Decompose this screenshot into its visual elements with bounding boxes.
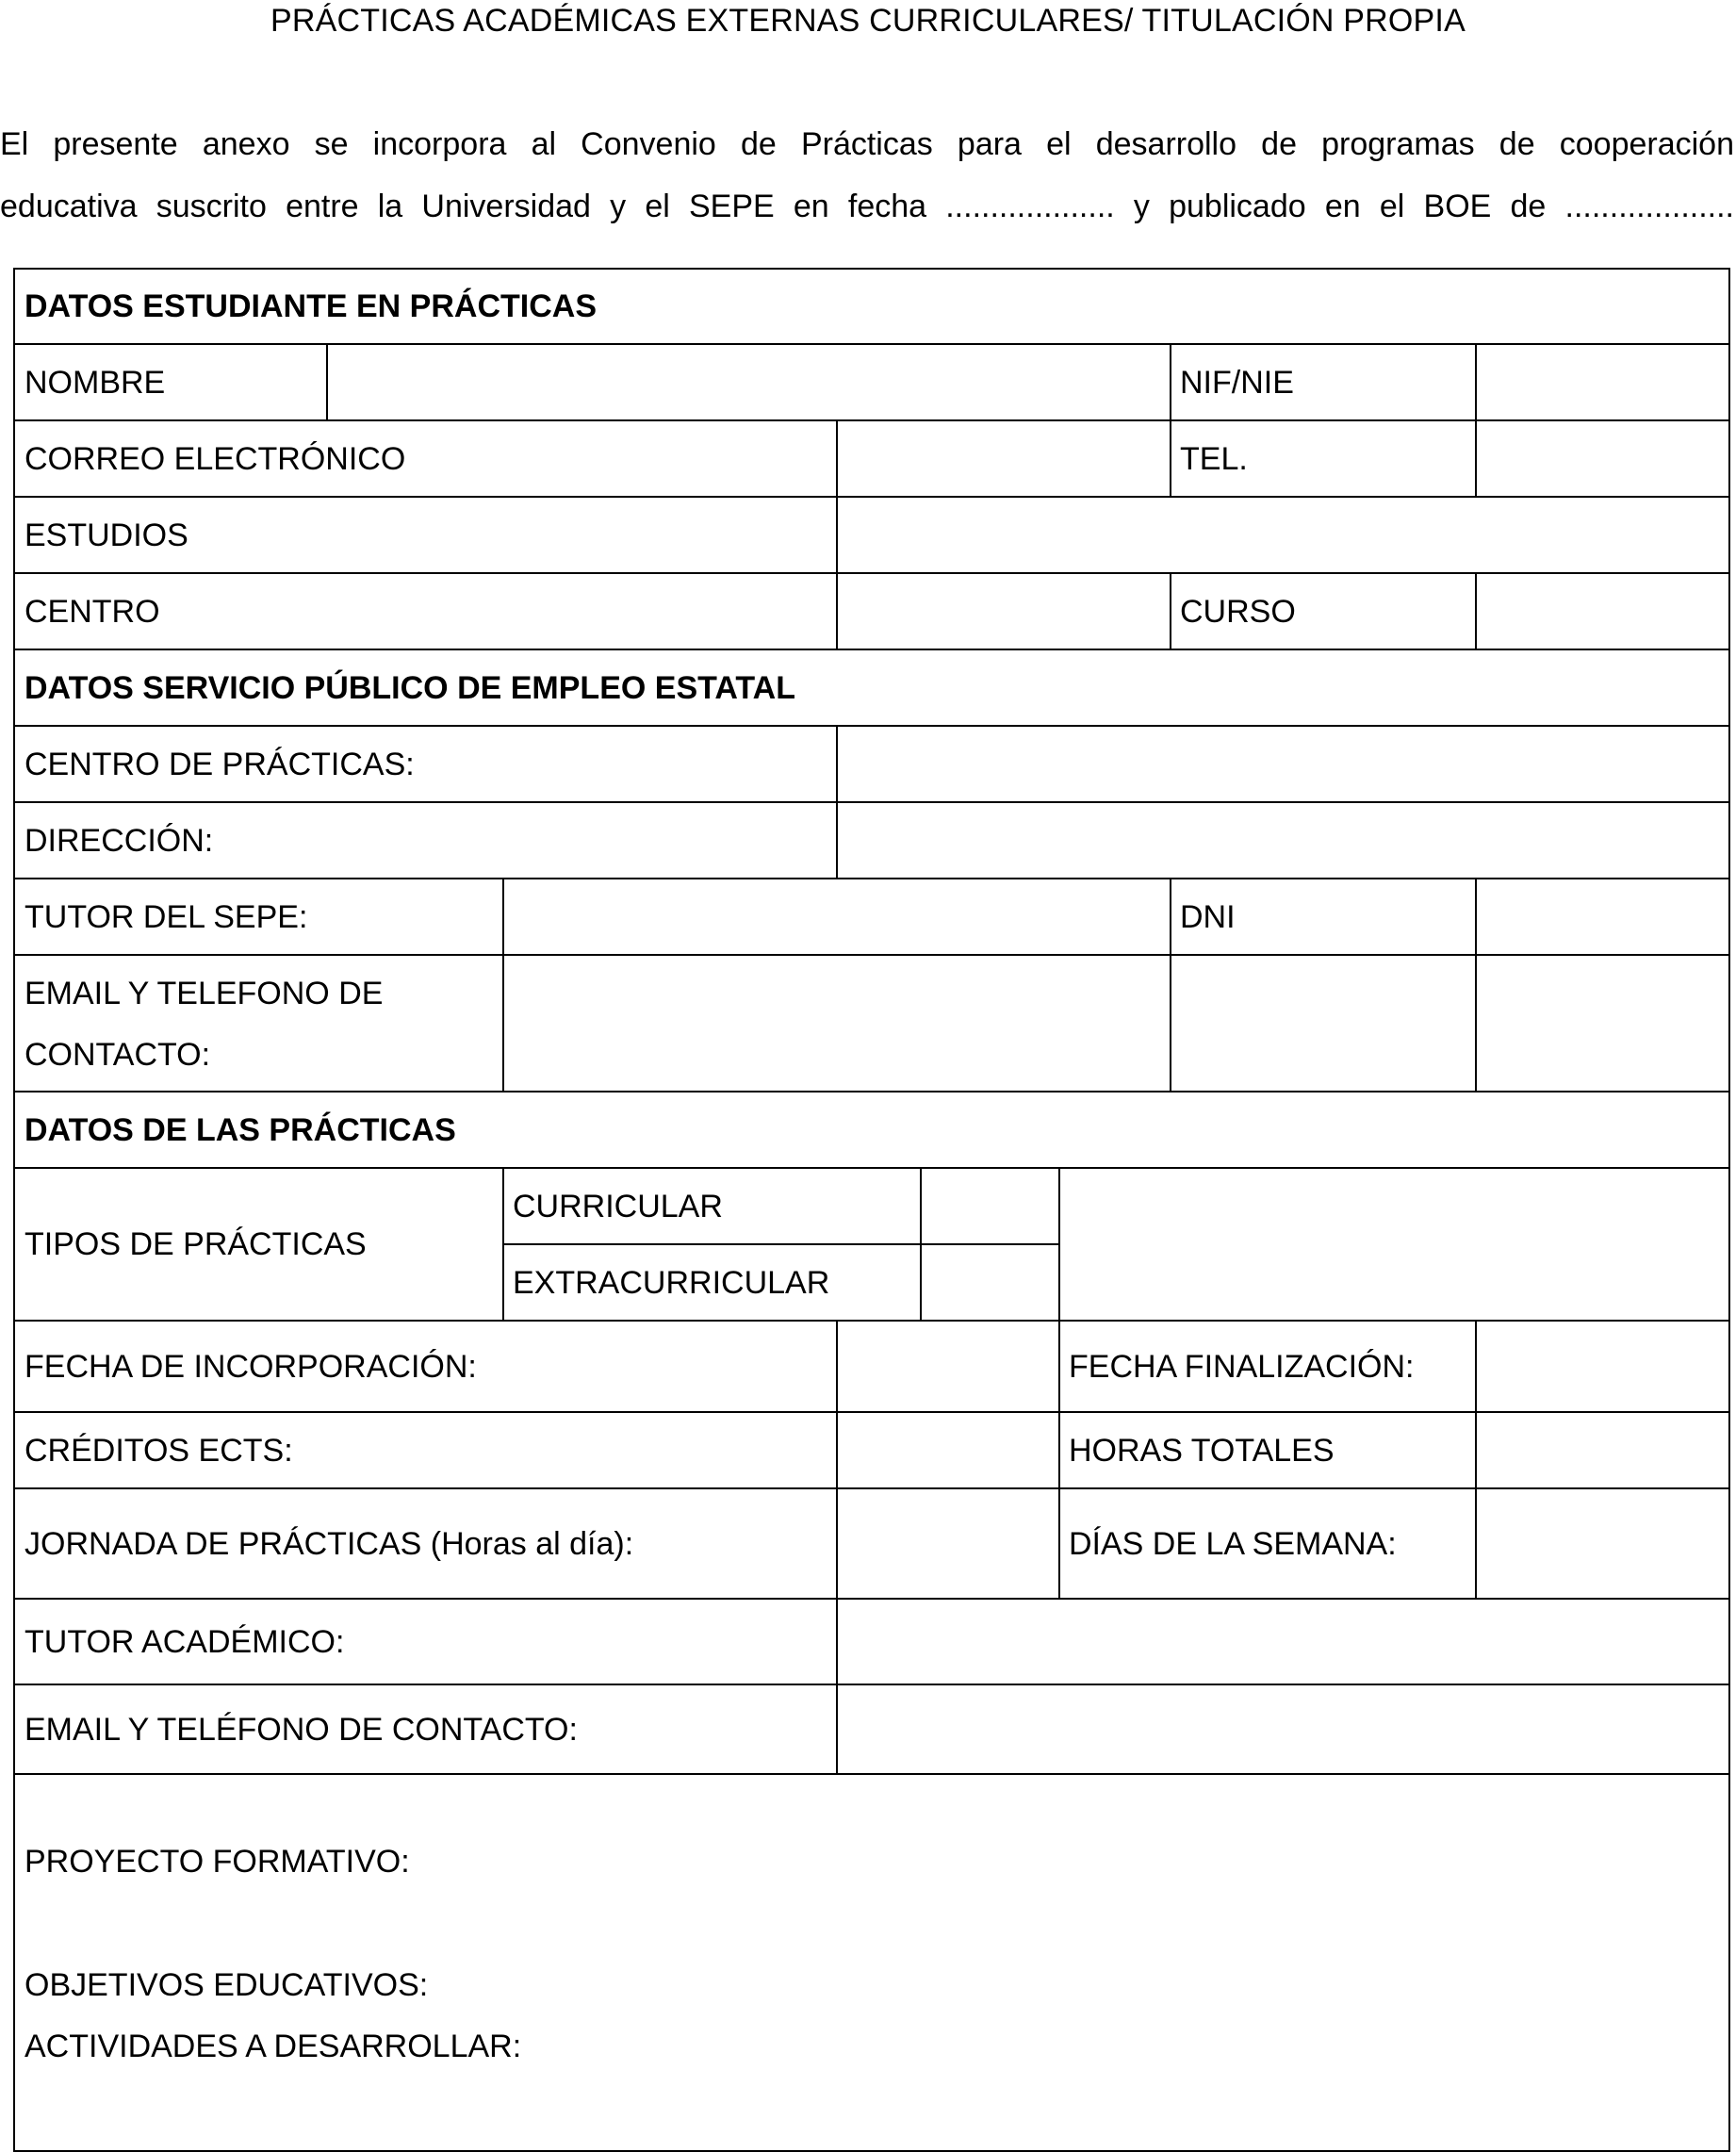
tutor-sepe-label: TUTOR DEL SEPE: xyxy=(25,899,308,935)
extracurricular-label: EXTRACURRICULAR xyxy=(513,1265,830,1301)
tipos-practicas-label: TIPOS DE PRÁCTICAS xyxy=(25,1226,367,1262)
sepe-contacto-label: CONTACTO: xyxy=(25,1037,211,1073)
tel-label: TEL. xyxy=(1180,441,1248,477)
tutor-academico-label: TUTOR ACADÉMICO: xyxy=(25,1624,345,1660)
sepe-contacto-label: EMAIL Y TELEFONO DE xyxy=(25,976,384,1011)
objetivos-label: OBJETIVOS EDUCATIVOS: xyxy=(25,1967,429,2003)
email-telefono-label: EMAIL Y TELÉFONO DE CONTACTO: xyxy=(25,1712,578,1748)
fecha-incorporacion-label: FECHA DE INCORPORACIÓN: xyxy=(25,1349,477,1385)
dias-semana-label: DÍAS DE LA SEMANA: xyxy=(1069,1526,1397,1562)
nombre-label: NOMBRE xyxy=(25,365,166,401)
dni-label: DNI xyxy=(1180,899,1236,935)
estudios-label: ESTUDIOS xyxy=(25,517,188,553)
curricular-label: CURRICULAR xyxy=(513,1189,723,1224)
actividades-label: ACTIVIDADES A DESARROLLAR: xyxy=(25,2029,522,2064)
horas-totales-label: HORAS TOTALES xyxy=(1069,1433,1335,1469)
centro-practicas-label: CENTRO DE PRÁCTICAS: xyxy=(25,747,415,782)
fecha-finalizacion-label: FECHA FINALIZACIÓN: xyxy=(1069,1349,1415,1385)
document-title: PRÁCTICAS ACADÉMICAS EXTERNAS CURRICULARES/ TITULACIÓN PROPIA xyxy=(270,3,1466,39)
jornada-label: JORNADA DE PRÁCTICAS (Horas al día): xyxy=(25,1526,634,1562)
intro-line: educativa suscrito entre la Universidad y el SEPE en fecha ................... y publicado en el BOE de ................... xyxy=(0,189,1734,224)
curso-label: CURSO xyxy=(1180,594,1296,630)
practicas-form xyxy=(13,268,1730,2152)
correo-label: CORREO ELECTRÓNICO xyxy=(25,441,406,477)
student-section-heading: DATOS ESTUDIANTE EN PRÁCTICAS xyxy=(25,288,598,324)
intro-line: El presente anexo se incorpora al Convenio de Prácticas para el desarrollo de programas de cooperación xyxy=(0,126,1734,162)
creditos-label: CRÉDITOS ECTS: xyxy=(25,1433,293,1469)
direccion-label: DIRECCIÓN: xyxy=(25,823,214,859)
intro-paragraph xyxy=(0,113,1734,238)
nif-label: NIF/NIE xyxy=(1180,365,1294,401)
proyecto-formativo-label: PROYECTO FORMATIVO: xyxy=(25,1844,410,1880)
practicas-section-heading: DATOS DE LAS PRÁCTICAS xyxy=(25,1112,456,1148)
centro-label: CENTRO xyxy=(25,594,160,630)
sepe-section-heading: DATOS SERVICIO PÚBLICO DE EMPLEO ESTATAL xyxy=(25,670,795,706)
